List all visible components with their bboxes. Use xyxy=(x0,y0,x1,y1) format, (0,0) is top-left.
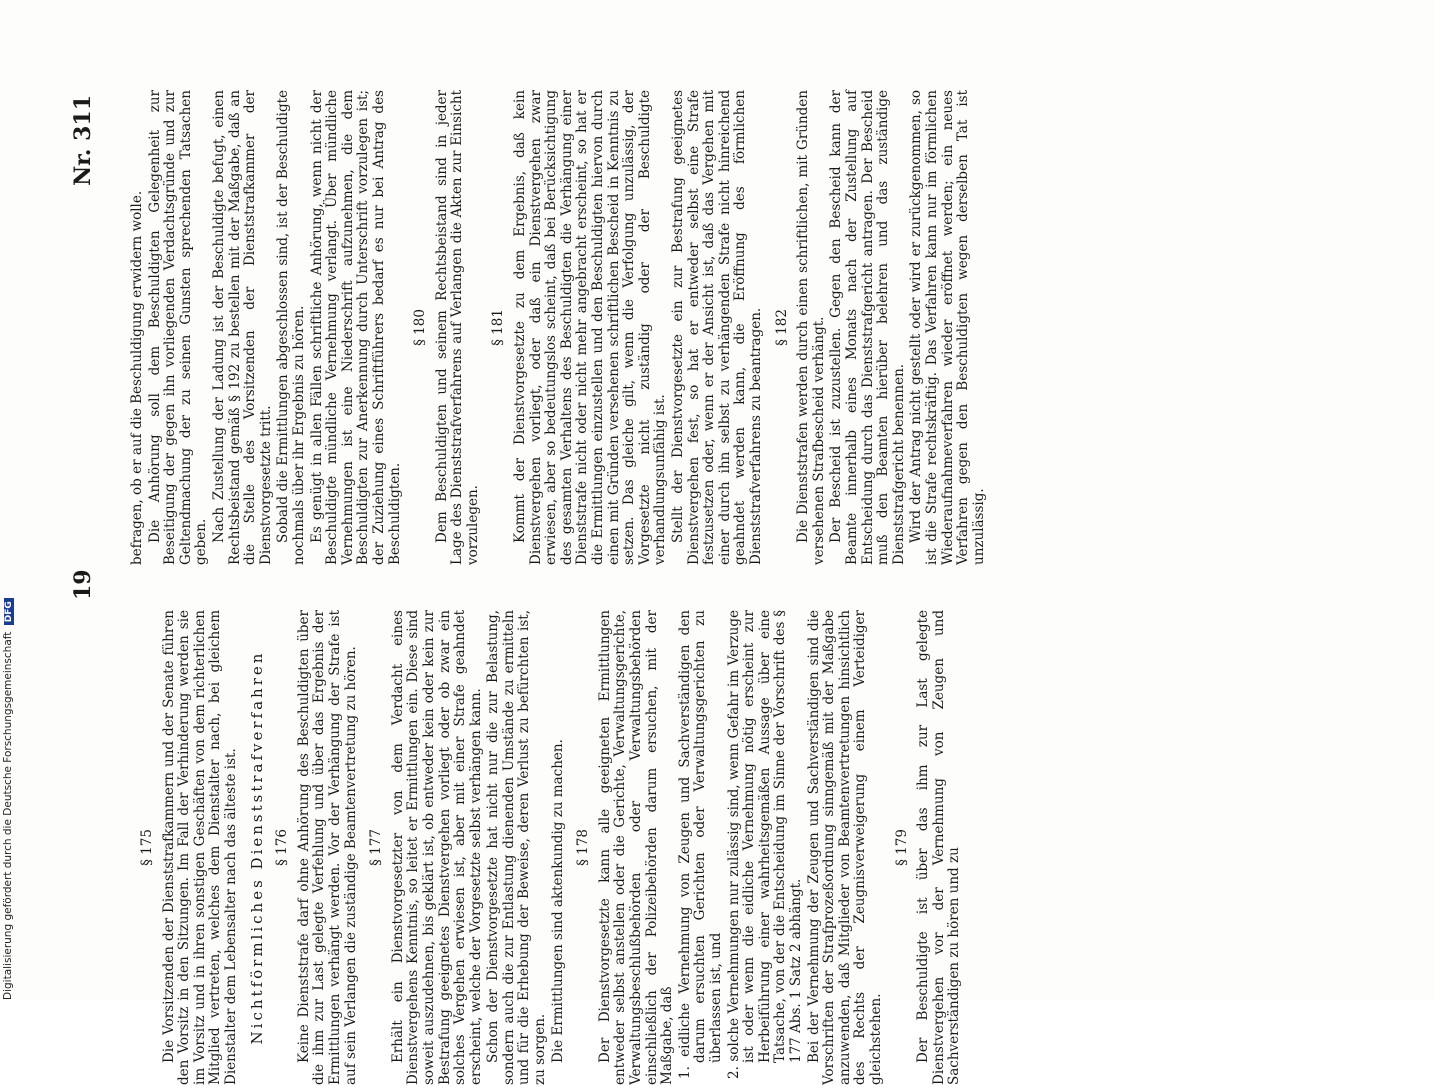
gazette-number: Nr. 311 xyxy=(70,95,96,186)
paragraph: Die Vorsitzenden der Dienststrafkammern und der Senate führen den Vorsitz in den Sitzungen. Im Fall der Verhinderung werden sie im Vorsitz und in ihren sonstigen Geschäften von dem richterlichen Mitglied vertreten, welches dem Dienstalter nach, bei gleichem Dienstalter dem Lebensalter nach das älteste ist. xyxy=(160,610,239,1085)
section-number: § 179 xyxy=(893,829,910,866)
printed-page xyxy=(70,85,1400,1085)
paragraph: Der Dienstvorgesetzte kann alle geeigneten Ermittlungen entweder selbst anstellen oder die Gerichte, Verwaltungsgerichte, Verwaltungsbeschlußbehörden oder Verwaltungsbehörden einschließlich der Polizeibehörden darum ersuchen, mit der Maßgabe, daß xyxy=(596,610,676,1085)
paragraph: Erhält ein Dienstvorgesetzter von dem Verdacht eines Dienstvergehens Kenntnis, so leitet er Ermittlungen ein. Diese sind soweit auszudehnen, bis geklärt ist, ob entweder kein oder kein zur Bestrafung geeignetes Dienstvergehen vorliegt oder ob zwar ein solches Vergehen erwiesen ist, aber mit einer Strafe geahndet erscheint, welche der Vorgesetzte selbst verhängen kann. xyxy=(389,610,484,1085)
section-number: § 176 xyxy=(274,829,291,866)
paragraph: Die Dienststrafen werden durch einen schriftlichen, mit Gründen versehenen Strafbescheid verhängt. xyxy=(795,90,827,565)
paragraph: Kommt der Dienstvorgesetzte zu dem Ergebnis, daß kein Dienstvergehen vorliegt, oder daß ein Dienstvergehen zwar erwiesen, aber so bedeutungslos scheint, daß bei Berücksichtigung des gesamten Verhaltens des Beschuldigten die Verhängung einer Dienststrafe nicht oder nicht mehr angebracht erscheint, so hat er die Ermittlungen einzustellen und den Beschuldigten hiervon durch einen mit Gründen versehenen schriftlichen Bescheid in Kenntnis zu setzen. Das gleiche gilt, wenn die Verfolgung unzulässig, der Vorgesetzte nicht zuständig oder der Beschuldigte verhandlungsunfähig ist. xyxy=(512,90,669,565)
credit-text: Digitalisierung gefördert durch die Deutsche Forschungsgemeinschaft xyxy=(2,631,14,1000)
digitization-credit xyxy=(2,598,14,1000)
paragraph: Wird der Antrag nicht gestellt oder wird er zurückgenommen, so ist die Strafe rechtskräftig. Das Verfahren kann nur im förmlichen Wiederaufnahmeverfahren wieder eröffnet werden; ein neues Verfahren gegen den Beschuldigten wegen derselben Tat ist unzulässig. xyxy=(908,90,987,565)
paragraph: Stellt der Dienstvorgesetzte ein zur Bestrafung geeignetes Dienstvergehen fest, so hat er entweder selbst eine Strafe festzusetzen oder, wenn er der Ansicht ist, daß das Vergehen mit einer durch ihn selbst zu verhängenden Strafe nicht hinreichend geahndet werden kann, die Eröffnung des förmlichen Dienststrafverfahrens zu beantragen. xyxy=(670,90,764,565)
paragraph: Der Bescheid ist zuzustellen. Gegen den Bescheid kann der Beamte innerhalb eines Monats nach der Zustellung auf Entscheidung durch das Dienststrafgericht antragen. Der Bescheid muß den Beamten hierüber belehren und das zuständige Dienststrafgericht benennen. xyxy=(828,90,907,565)
numbered-item: 2. solche Vernehmungen nur zulässig sind, wenn Gefahr im Verzuge ist oder wenn die eidliche Vernehmung nötig erscheint zur Herbeiführung einer wahrheitsgemäßen Aussage über eine Tatsache, von der die Entscheidung im Sinne der Vorschrift des § 177 Abs. 1 Satz 2 abhängt. xyxy=(725,610,804,1079)
section-number: § 180 xyxy=(412,309,429,346)
section-number: § 181 xyxy=(490,309,507,346)
section-heading: Nichtförmliches Dienststrafverfahren xyxy=(247,650,266,1045)
paragraph: Bei der Vernehmung der Zeugen und Sachverständigen sind die Vorschriften der Strafprozeßordnung sinngemäß mit der Maßgabe anzuwenden, daß Mitglieder von Beamtenvertretungen hinsichtlich des Rechts der Zeugnisverweigerung einem Verteidiger gleichstehen. xyxy=(805,610,884,1085)
paragraph: Die Ermittlungen sind aktenkundig zu machen. xyxy=(549,739,566,1063)
paragraph: Der Beschuldigte ist über das ihm zur Last gelegte Dienstvergehen vor der Vernehmung von Zeugen und Sachverständigen zu hören und zu xyxy=(915,610,963,1085)
left-text-column xyxy=(130,610,965,1085)
right-text-column xyxy=(130,90,989,565)
paragraph: Es genügt in allen Fällen schriftliche Anhörung, wenn nicht der Beschuldigte mündliche Vernehmung verlangt. Über mündliche Vernehmungen ist eine Niederschrift aufzunehmen, die dem Beschuldigten zur Anerkennung durch Unterschrift vorzulegen ist; der Zuziehung eines Schriftführers bedarf es nur bei Antrag des Beschuldigten. xyxy=(308,90,403,565)
section-number: § 175 xyxy=(139,829,155,866)
paragraph: Sobald die Ermittlungen abgeschlossen sind, ist der Beschuldigte nochmals über ihr Ergebnis zu hören. xyxy=(275,90,307,565)
paragraph: Keine Dienststrafe darf ohne Anhörung des Beschuldigten über die ihm zur Last gelegte Verfehlung und über das Ergebnis der Ermittlungen verhängt werden. Vor der Verhängung der Strafe ist auf sein Verlangen die zuständige Beamtenvertretung zu hören. xyxy=(295,610,359,1085)
numbered-item: 1. eidliche Vernehmung von Zeugen und Sachverständigen den darum ersuchten Gerichten oder Verwaltungsgerichten zu überlassen ist, und xyxy=(676,610,724,1079)
paragraph: Nach Zustellung der Ladung ist der Beschuldigte befugt, einen Rechtsbeistand gemäß § 192 zu bestellen mit der Maßgabe, daß an die Stelle des Vorsitzenden der Dienststrafkammer der Dienstvorgesetzte tritt. xyxy=(210,90,274,565)
paragraph: Die Anhörung soll dem Beschuldigten Gelegenheit zur Beseitigung der gegen ihn vorliegenden Verdachtsgründe und zur Geltendmachung der zu seinen Gunsten sprechenden Tatsachen geben. xyxy=(146,90,210,565)
page-header xyxy=(70,85,110,1085)
section-number: § 178 xyxy=(575,829,592,866)
paragraph: Schon der Dienstvorgesetzte hat nicht nur die zur Belastung, sondern auch die zur Entlastung dienenden Umstände zu ermitteln und für die Erhebung der Beweise, deren Verlust zu befürchten ist, zu sorgen. xyxy=(485,610,549,1085)
paragraph: Dem Beschuldigten und seinem Rechtsbeistand sind in jeder Lage des Dienststrafverfahrens auf Verlangen die Akten zur Einsicht vorzulegen. xyxy=(433,90,481,565)
section-number: § 177 xyxy=(368,829,385,866)
dfg-logo: DFG xyxy=(4,598,14,625)
paragraph: befragen, ob er auf die Beschuldigung erwidern wolle. xyxy=(129,190,145,565)
page-number: 19 xyxy=(70,569,96,600)
section-number: § 182 xyxy=(773,309,790,346)
